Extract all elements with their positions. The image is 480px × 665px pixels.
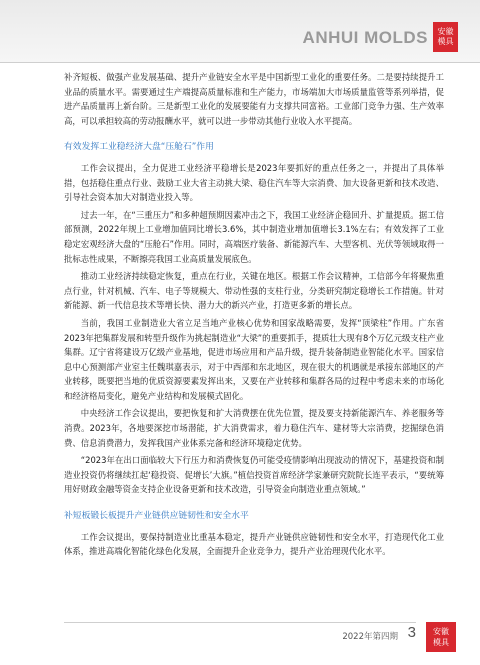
- footer-rule: [64, 622, 416, 623]
- paragraph-1: 工作会议提出，全力促进工业经济平稳增长是2023年要抓好的重点任务之一，并提出了具体举措，包括稳住重点行业、鼓励工业大省主动挑大梁、稳住汽车等大宗消费、加大设备更新和技术改造、引导社会资本加大对制造业投入等。: [64, 162, 444, 203]
- footer-logo: [426, 622, 456, 652]
- magazine-brand: ANHUI MOLDS: [302, 28, 428, 47]
- paragraph-2: 过去一年，在“三重压力”和多种超预期因素冲击之下，我国工业经济企稳回升、扩量提质。据工信部预测，2022年规上工业增加值同比增长3.6%，其中制造业增加值增长3.1%左右；有效发挥了工业稳定宏观经济大盘的“压舱石”作用。同时，高端医疗装备、新能源汽车、大型客机、光伏等领域取得一批标志性成果，不断擦亮我国工业高质量发展底色。: [64, 209, 444, 264]
- footer-logo-line-2: 模具: [433, 638, 449, 647]
- paragraph-6: “2023年在出口面临较大下行压力和消费恢复仍可能受疫情影响出现波动的情况下，基建投资和制造业投资仍将继续扛起‘稳投资、促增长’大旗。”植信投资首席经济学家兼研究院院长连平表示，“要统筹用好财政金融等资金支持企业设备更新和技术改造，引导资金向制造业重点领域。”: [64, 455, 444, 495]
- intro-paragraph: 补齐短板、做强产业发展基础、提升产业链安全水平是中国新型工业化的重要任务。二是要持续提升工业品的质量水平。需要通过生产端提高质量标准和生产能力，市场端加大市场质量监管等系列举措，促进产品质量再上新台阶。三是新型工业化的发展要能有力支撑共同富裕。工业部门竞争力强、生产效率高，可以承担较高的劳动报酬水平，就可以进一步带动其他行业收入水平提高。: [64, 72, 444, 126]
- article-body: [64, 70, 444, 562]
- header-rule: [0, 62, 480, 63]
- issue-label: 2022年第四期: [342, 632, 398, 642]
- paragraph-5: 中央经济工作会议提出，要把恢复和扩大消费摆在优先位置，提及要支持新能源汽车、养老服务等消费。2023年，各地要深挖市场潜能，扩大消费需求，着力稳住汽车、建材等大宗消费，挖掘绿色消费、信息消费潜力，发挥我国产业体系完备和经济环境稳定优势。: [64, 408, 444, 448]
- paragraph-4: 当前，我国工业制造业大省立足当地产业核心优势和国家战略需要，发挥“顶梁柱”作用。广东省2023年把集群发展和转型升级作为挑起制造业“大梁”的重要抓手，提质壮大现有8个万亿元级支柱产业集群。辽宁省将建设万亿级产业基地，促进市场应用和产品升级，提升装备制造业智能化水平。国家信息中心预测部产业室主任魏琪嘉表示，对于中西部和东北地区，现在很大的机遇就是承接东部地区的产业转移，既要把当地的优质资源要素发挥出来，又要在产业转移和集群各局的过程中考虑未来的市场化和经济格局变化，避免产业结构和发展模式固化。: [64, 317, 444, 401]
- section-heading-2: 补短板锻长板提升产业链供应链韧性和安全水平: [64, 511, 249, 522]
- logo-line-1: 安徽: [437, 27, 454, 36]
- paragraph-7: 工作会议提出，要保持制造业比重基本稳定，提升产业链供应链韧性和安全水平，打造现代化工业体系，推进高端化智能化绿色化发展，全面提升企业竞争力，提升产业治理现代化水平。: [64, 531, 444, 557]
- paragraph-3: 推动工业经济持续稳定恢复，重点在行业，关键在地区。根据工作会议精神，工信部今年将聚焦重点行业，针对机械、汽车、电子等规模大、带动性强的支柱行业，分类研究制定稳增长工作措施。针对新能源、新一代信息技术等增长快、潜力大的新兴产业，打造更多新的增长点。: [64, 271, 444, 311]
- magazine-logo: [433, 22, 458, 52]
- section-heading-1: 有效发挥工业稳经济大盘“压舱石”作用: [64, 142, 214, 153]
- footer-logo-line-1: 安徽: [433, 627, 449, 636]
- page-number: 3: [407, 624, 416, 641]
- logo-line-2: 模具: [437, 37, 454, 46]
